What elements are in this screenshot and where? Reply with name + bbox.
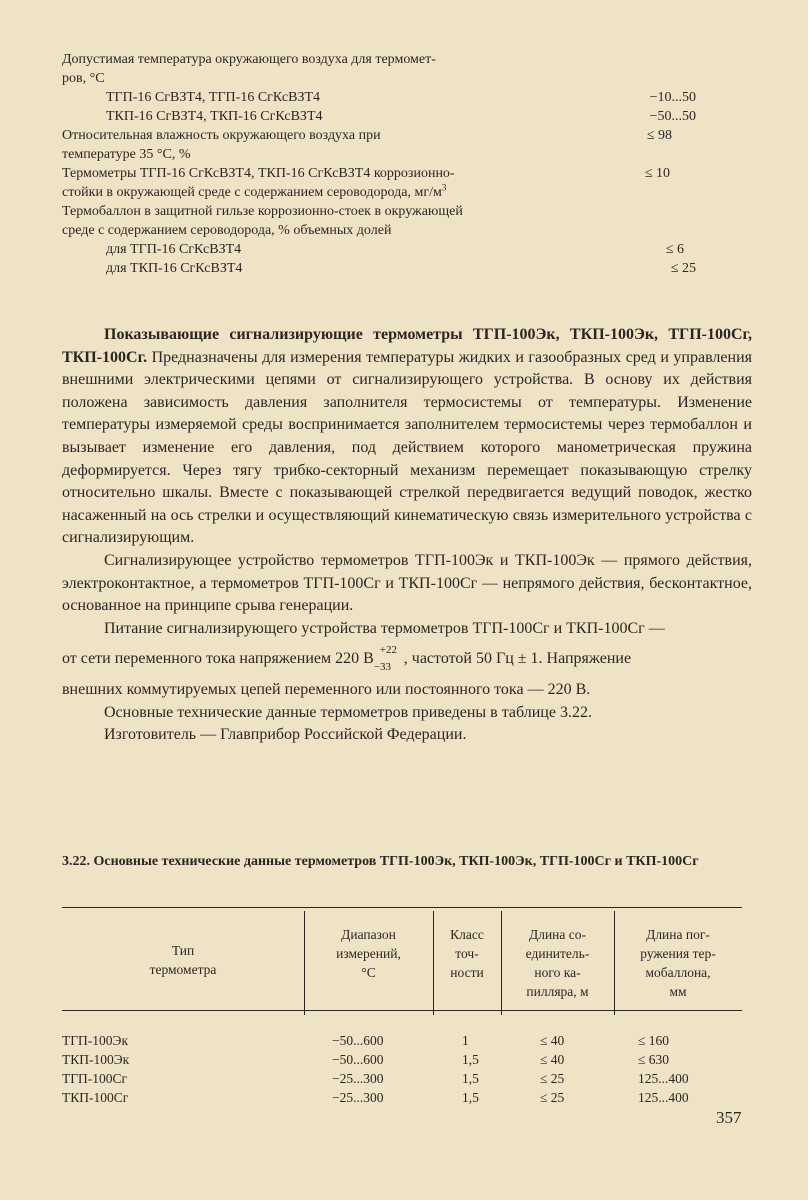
table-cell: −25...300 (332, 1090, 384, 1105)
table-cell: ≤ 160 (638, 1033, 670, 1048)
table-cell: ≤ 25 (540, 1071, 565, 1086)
spec-temp-row-1: ТГП-16 СгВЗТ4, ТГП-16 СгКсВЗТ4 −10...50 (106, 90, 696, 105)
table-header-cell: Тип термометра (149, 943, 217, 977)
table-cell: 1,5 (462, 1052, 479, 1067)
table-header-cell: Диапазон измерений, °С (336, 927, 401, 980)
table-title: 3.22. Основные технические данные термометров ТГП-100Эк, ТКП-100Эк, ТГП-100Сг и ТКП-100Сг (62, 854, 699, 869)
table-top-rule (62, 907, 742, 908)
table-header-cell: Длина пог- ружения тер- мобаллона, мм (640, 927, 716, 999)
body-text (62, 324, 752, 747)
voltage-tolerance: +22 −33 (373, 644, 397, 674)
table-cell: ТГП-100Сг (62, 1071, 128, 1086)
table-cell: ≤ 25 (540, 1090, 565, 1105)
table-cell: −50...600 (332, 1033, 384, 1048)
table-header-cell: Длина со- единитель- ного ка- пилляра, м (525, 927, 590, 999)
spec-corrosion: Термометры ТГП-16 СгКсВЗТ4, ТКП-16 СгКсВЗТ4 коррозионно- стойки в окружающей среде с содержанием сероводорода, $мг/м^3$ ≤ 10 (62, 166, 670, 200)
table-cell: 1,5 (462, 1071, 479, 1086)
table-cell: ТГП-100Эк (62, 1033, 129, 1048)
spec-bulb: Термобаллон в защитной гильзе коррозионно-стоек в окружающей среде с содержанием сероводорода, % объемных долей (62, 204, 463, 238)
table-header-rule (62, 1010, 742, 1011)
table-cell: 1,5 (462, 1090, 479, 1105)
spec-bulb-row-2: для ТКП-16 СгКсВЗТ4 ≤ 25 (106, 261, 696, 276)
table-header-cell: Класс точ- ности (450, 927, 484, 980)
table-cell: 125...400 (638, 1071, 689, 1086)
paragraph-4: Основные технические данные термометров приведены в таблице 3.22. (104, 703, 592, 721)
table-cell: ТКП-100Эк (62, 1052, 130, 1067)
table-cell: −25...300 (332, 1071, 384, 1086)
paragraph-5: Изготовитель — Главприбор Российской Федерации. (104, 726, 467, 744)
table-cell: 1 (462, 1033, 469, 1048)
table-cell: 125...400 (638, 1090, 689, 1105)
table-cell: ≤ 40 (540, 1033, 565, 1048)
page-number: 357 (716, 1108, 742, 1127)
spec-list (62, 50, 702, 278)
paragraph-3-line-2: от сети переменного тока напряжением 220 В +22 −33 , частотой 50 Гц ± 1. Напряжение (62, 644, 632, 674)
paragraph-3-line-3: внешних коммутируемых цепей переменного или постоянного тока — 220 В. (62, 680, 591, 698)
table-cell: −50...600 (332, 1052, 384, 1067)
paragraph-3-line-1: Питание сигнализирующего устройства термометров ТГП-100Сг и ТКП-100Сг — (104, 619, 665, 637)
paragraph-2: Сигнализирующее устройство термометров ТГП-100Эк и ТКП-100Эк — прямого действия, электроконтактное, а термометров ТГП-100Сг и ТКП-100Сг — непрямого действия, бесконтактное, основанное на принципе срыва генерации. (62, 551, 752, 615)
spec-temp-row-2: ТКП-16 СгВЗТ4, ТКП-16 СгКсВЗТ4 −50...50 (106, 109, 696, 124)
table-cell: ≤ 630 (638, 1052, 670, 1067)
spec-bulb-row-1: для ТГП-16 СгКсВЗТ4 ≤ 6 (106, 242, 684, 257)
table-cell: ≤ 40 (540, 1052, 565, 1067)
spec-humidity: Относительная влажность окружающего воздуха при температуре 35 °С, % ≤ 98 (62, 128, 672, 162)
paragraph-1: Показывающие сигнализирующие термометры ТГП-100Эк, ТКП-100Эк, ТГП-100Сг, ТКП-100Сг. Предназначены для измерения температуры жидких и газообразных сред и управления внешними электрическими цепями от сигнализирующего устройства. В основу их действия положена зависимость давления заполнителя термосистемы от температуры. Изменение температуры измеряемой среды воспринимается заполнителем термосистемы через термобаллон и вызывает изменение его давления, под действием которого манометрическая пружина деформируется. Через тягу трибко-секторный механизм перемещает показывающую стрелку относительно шкалы. Вместе с показывающей стрелкой передвигается ведущий поводок, жестко насаженный на ось стрелки и осуществляющий кинематическую связь измерительного устройства с сигнализирующим. (62, 326, 752, 547)
spec-temp-label: Допустимая температура окружающего воздуха для термомет- ров, °С (62, 52, 436, 86)
table-cell: ТКП-100Сг (62, 1090, 129, 1105)
